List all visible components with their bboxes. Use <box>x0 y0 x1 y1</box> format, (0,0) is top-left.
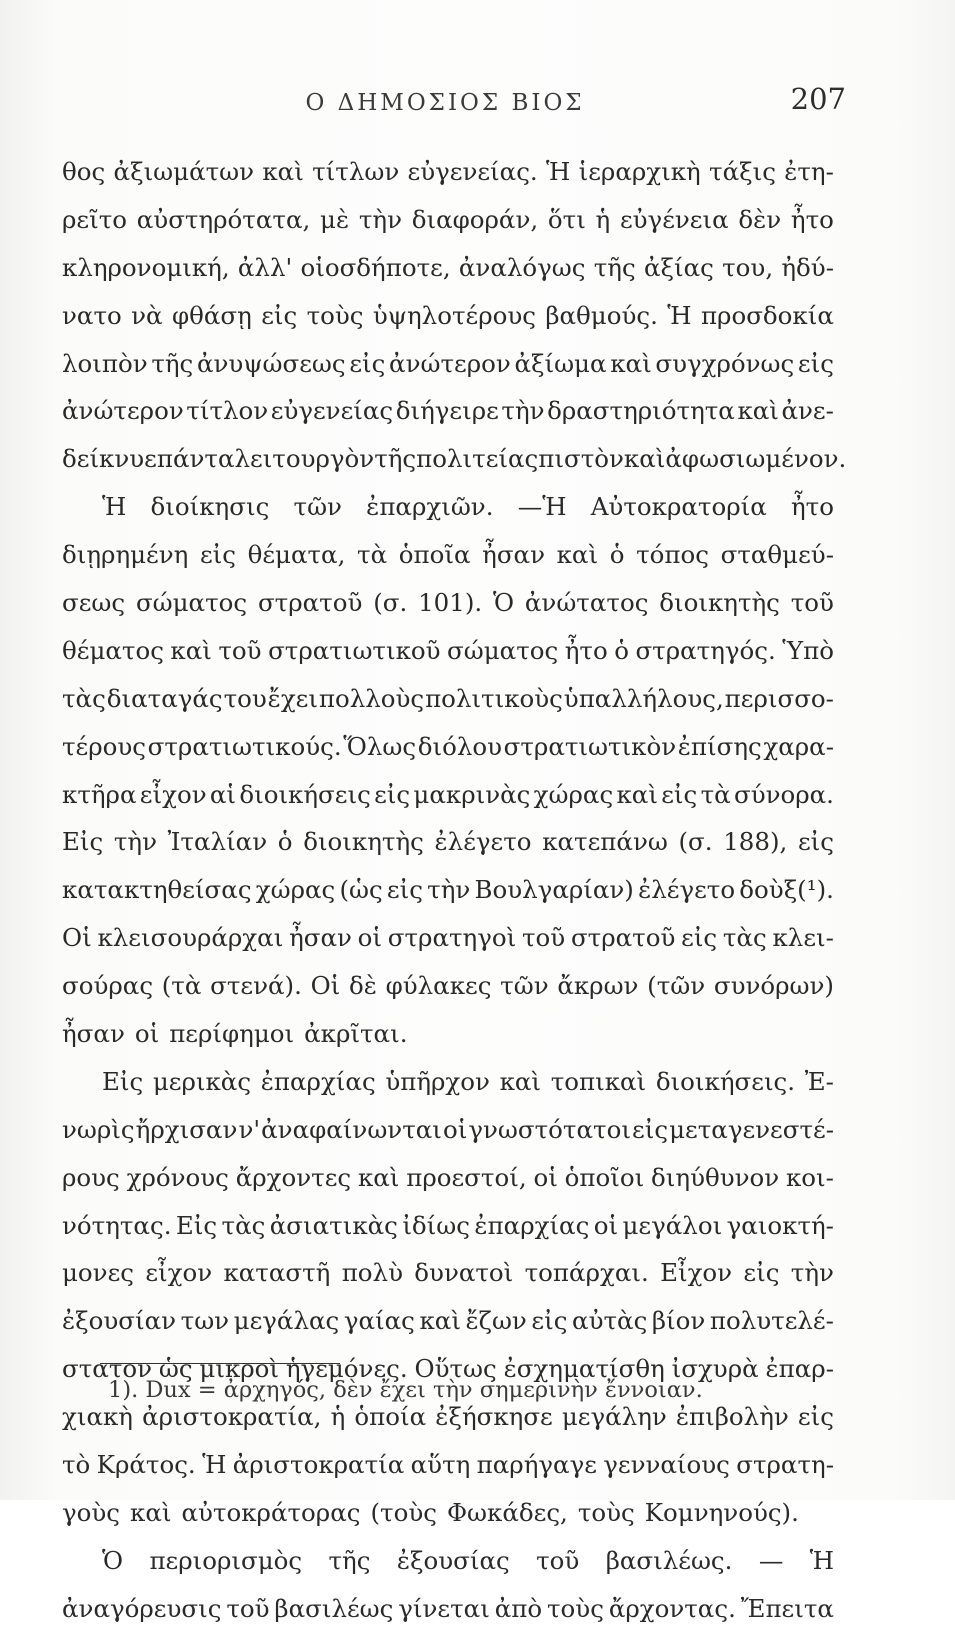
text-line: νατο νὰ φθάσῃ εἰς τοὺς ὑψηλοτέρους βαθμούς. Ἡ προσδοκία <box>62 300 834 330</box>
text-line: Ὁ περιορισμὸς τῆς ἐξουσίας τοῦ βασιλέως. — Ἡ <box>102 1545 834 1575</box>
text-line: διῃρημένη εἰς θέματα, τὰ ὁποῖα ἦσαν καὶ ὁ τόπος σταθμεύ- <box>62 540 834 570</box>
text-line: θος ἀξιωμάτων καὶ τίτλων εὐγενείας. Ἡ ἱεραρχικὴ τάξις ἐτη- <box>62 157 834 186</box>
text-line: λοιπὸν τῆς ἀνυψώσεως εἰς ἀνώτερον ἀξίωμα καὶ συγχρόνως εἰς <box>62 348 834 378</box>
text-line: χιακὴ ἀριστοκρατία, ἡ ὁποία ἐξήσκησε μεγάλην ἐπιβολὴν εἰς <box>62 1402 834 1432</box>
text-line: κατακτηθείσας χώρας (ὡς εἰς τὴν Βουλγαρίαν) ἐλέγετο δοὺξ(¹). <box>62 875 834 905</box>
text-line: τέρους στρατιωτικούς. Ὅλως διόλου στρατιωτικὸν ἐπίσης χαρα- <box>62 731 834 761</box>
text-line: ἀνώτερον τίτλον εὐγενείας διήγειρε τὴν δραστηριότητα καὶ ἀνε- <box>62 396 834 426</box>
running-title: Ο ΔΗΜΟΣΙΟΣ ΒΙΟΣ <box>305 90 585 116</box>
page-header <box>60 78 846 138</box>
text-line: κτῆρα εἶχον αἱ διοικήσεις εἰς μακρινὰς χώρας καὶ εἰς τὰ σύνορα. <box>62 779 834 809</box>
text-line: γοὺς καὶ αὐτοκράτορας (τοὺς Φωκάδες, τοὺς Κομνηνούς). <box>62 1497 799 1527</box>
page-number: 207 <box>790 82 846 116</box>
text-line: Εἰς μερικὰς ἐπαρχίας ὑπῆρχον καὶ τοπικαὶ διοικήσεις. Ἐ- <box>102 1066 834 1096</box>
text-line: μονες εἶχον καταστῆ πολὺ δυνατοὶ τοπάρχαι. Εἶχον εἰς τὴν <box>62 1258 834 1288</box>
text-line: ἀναγόρευσις τοῦ βασιλέως γίνεται ἀπὸ τοὺς ἄρχοντας. Ἔπειτα <box>62 1593 834 1623</box>
text-line: ρους χρόνους ἄρχοντες καὶ προεστοί, οἱ ὁποῖοι διηύθυνον κοι- <box>62 1162 834 1192</box>
text-line: δείκνυε πάντα λειτουργὸν τῆς πολιτείας πιστὸν καὶ ἀφωσιωμένον. <box>62 444 847 474</box>
text-line: ἦσαν οἱ περίφημοι ἀκρῖται. <box>62 1019 408 1049</box>
text-line: σεως σώματος στρατοῦ (σ. 101). Ὁ ἀνώτατος διοικητὴς τοῦ <box>62 588 834 618</box>
text-line: νότητας. Εἰς τὰς ἀσιατικὰς ἰδίως ἐπαρχίας οἱ μεγάλοι γαιοκτή- <box>62 1210 834 1240</box>
text-line: Εἰς τὴν Ἰταλίαν ὁ διοικητὴς ἐλέγετο κατεπάνω (σ. 188), εἰς <box>62 827 834 857</box>
text-line: στατον ὡς μικροὶ ἡγεμόνες. Οὕτως ἐσχηματίσθη ἰσχυρὰ ἐπαρ- <box>62 1354 834 1384</box>
text-line: Ἡ διοίκησις τῶν ἐπαρχιῶν. —Ἡ Αὐτοκρατορία ἦτο <box>102 492 834 522</box>
text-line: Οἱ κλεισουράρχαι ἦσαν οἱ στρατηγοὶ τοῦ στρατοῦ εἰς τὰς κλει- <box>62 923 834 953</box>
footnote: 1). Dux = ἀρχηγός, δὲν ἔχει τὴν σημερινὴν ἔννοιαν. <box>108 1377 703 1403</box>
text-line: ρεῖτο αὐστηρότατα, μὲ τὴν διαφοράν, ὅτι ἡ εὐγένεια δὲν ἦτο <box>62 204 834 234</box>
text-line: ἐξουσίαν των μεγάλας γαίας καὶ ἔζων εἰς αὐτὰς βίον πολυτελέ- <box>62 1306 834 1336</box>
text-line: κληρονομική, ἀλλ' οἱοσδήποτε, ἀναλόγως τῆς ἀξίας του, ἠδύ- <box>62 252 834 282</box>
text-line: σούρας (τὰ στενά). Οἱ δὲ φύλακες τῶν ἄκρων (τῶν συνόρων) <box>62 971 834 1001</box>
text-line: τὰς διαταγάς του ἔχει πολλοὺς πολιτικοὺς ὑπαλλήλους, περισσο- <box>62 683 834 713</box>
text-line: τὸ Κράτος. Ἡ ἀριστοκρατία αὕτη παρήγαγε γενναίους στρατη- <box>62 1450 834 1480</box>
text-line: θέματος καὶ τοῦ στρατιωτικοῦ σώματος ἦτο ὁ στρατηγός. Ὑπὸ <box>62 635 834 665</box>
text-line: νωρὶς ἤρχισαν ν' ἀναφαίνωνται οἱ γνωστότατοι εἰς μεταγενεστέ- <box>62 1114 834 1144</box>
footnote-separator <box>100 1363 340 1364</box>
